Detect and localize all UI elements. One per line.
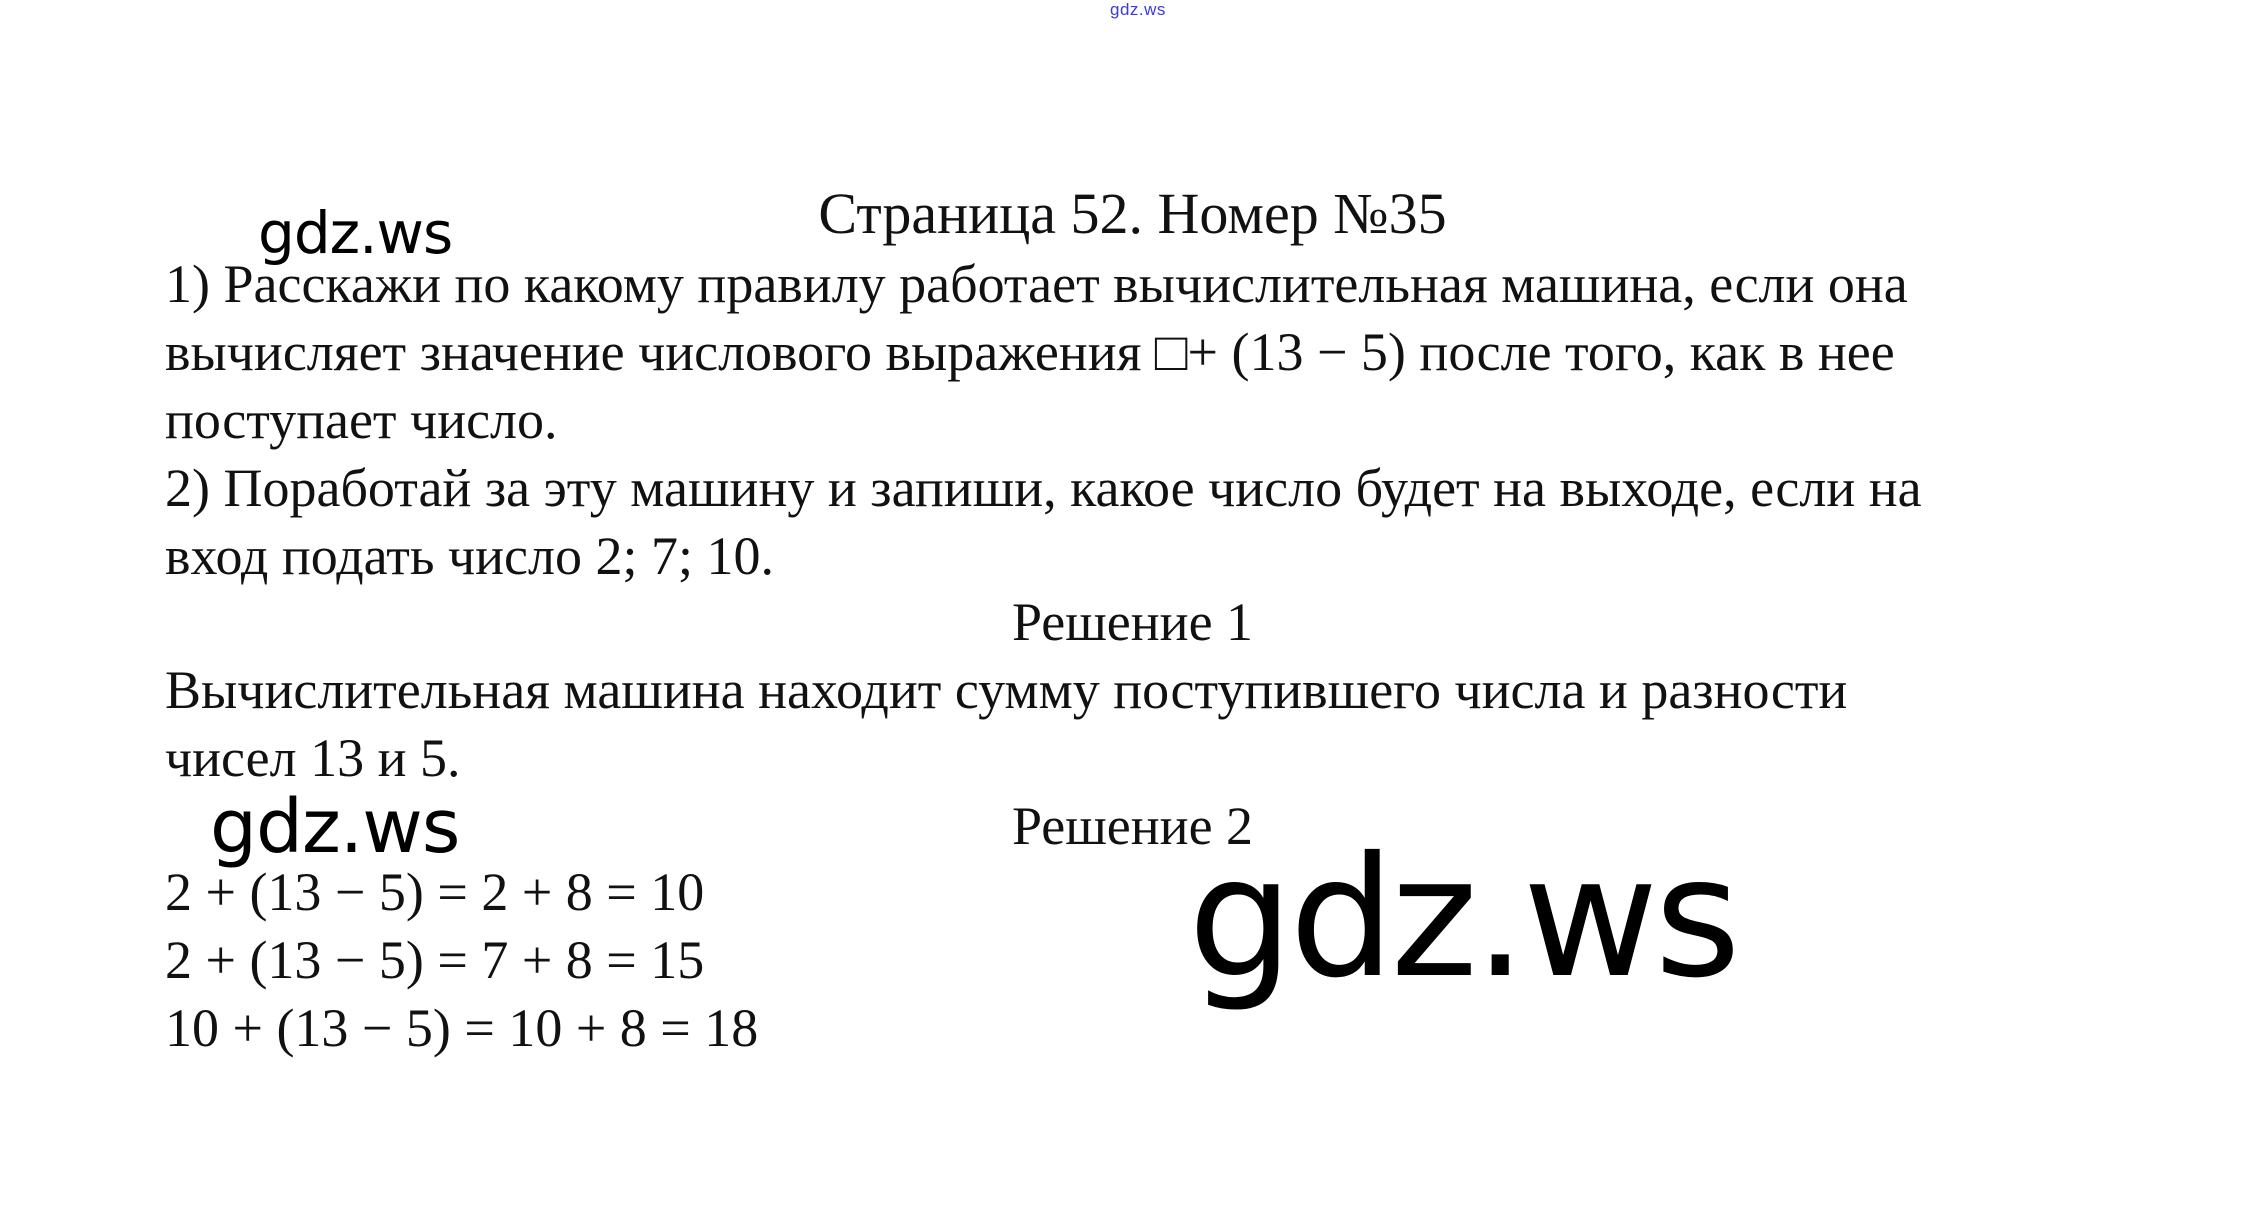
task-text bbox=[165, 250, 2165, 590]
equation-line: 10 + (13 − 5) = 10 + 8 = 18 bbox=[165, 998, 759, 1058]
task-line: 2) Поработай за эту машину и запиши, какое число будет на выходе, если на bbox=[165, 458, 1922, 518]
equation-line: 2 + (13 − 5) = 7 + 8 = 15 bbox=[165, 930, 705, 990]
solution-1-heading: Решение 1 bbox=[1011, 592, 1254, 652]
solution-line: Вычислительная машина находит сумму поступившего числа и разности bbox=[165, 660, 1848, 720]
solution-1-text bbox=[165, 656, 2165, 792]
top-site-link[interactable]: gdz.ws bbox=[1110, 0, 1166, 19]
solution-2-heading: Решение 2 bbox=[1011, 796, 1254, 856]
task-line: вход подать число 2; 7; 10. bbox=[165, 526, 774, 586]
task-line: поступает число. bbox=[165, 390, 558, 450]
task-line: вычисляет значение числового выражения □+ (13 − 5) после того, как в нее bbox=[165, 322, 1895, 382]
solution-2-equations bbox=[165, 858, 2165, 1062]
task-line: 1) Расскажи по какому правилу работает вычислительная машина, если она bbox=[165, 254, 1908, 314]
page-title: Страница 52. Номер №35 bbox=[818, 181, 1447, 246]
watermark-logo: gdz.ws bbox=[210, 784, 460, 870]
watermark-logo-large: gdz.ws bbox=[1188, 822, 1737, 1015]
solution-line: чисел 13 и 5. bbox=[165, 728, 461, 788]
equation-line: 2 + (13 − 5) = 2 + 8 = 10 bbox=[165, 862, 705, 922]
watermark-logo: gdz.ws bbox=[258, 199, 453, 267]
